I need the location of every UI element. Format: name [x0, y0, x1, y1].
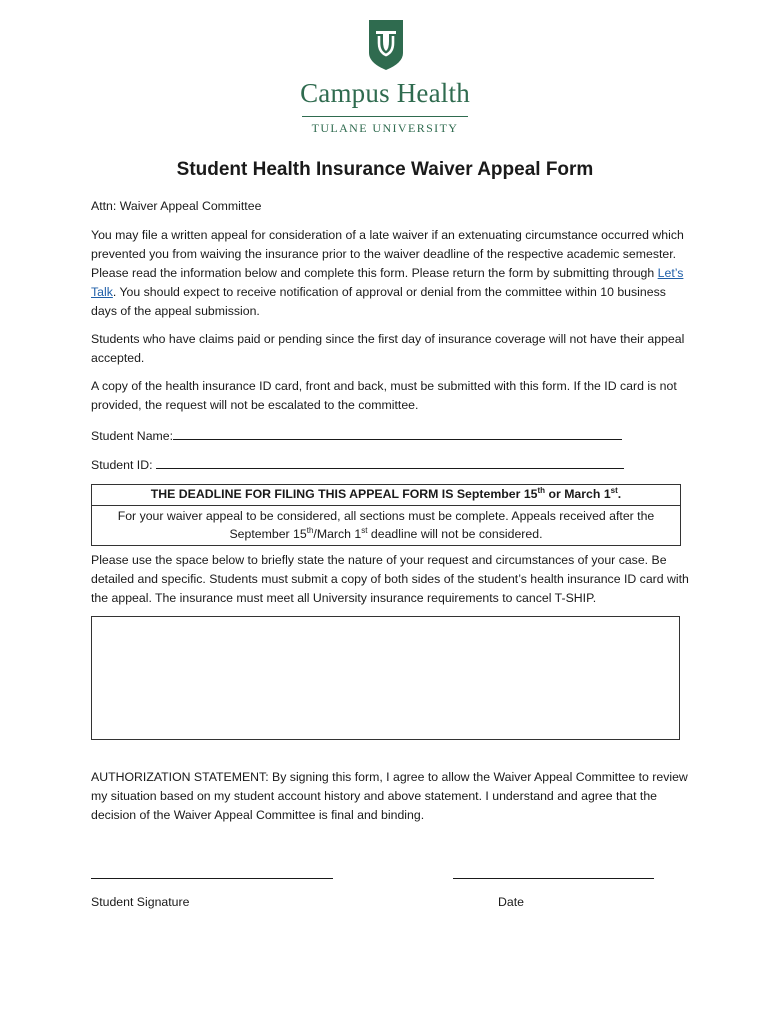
student-name-label: Student Name:	[91, 429, 174, 443]
institution-name: TULANE UNIVERSITY	[311, 121, 459, 135]
student-signature-field[interactable]	[91, 878, 333, 879]
appeal-statement-textarea[interactable]	[91, 616, 680, 740]
date-label: Date	[498, 895, 524, 909]
student-name-row	[91, 426, 691, 446]
authorization-statement: AUTHORIZATION STATEMENT: By signing this form, I agree to allow the Waiver Appeal Committee to review my situation based on my student account history and above statement. I understand and agree that the decision of the Waiver Appeal Committee is final and binding.	[91, 770, 688, 822]
intro-text: You may file a written appeal for consideration of a late waiver if an extenuating circumstance occurred which prevented you from waiving the insurance prior to the waiver deadline of the respective academic semester. Please read the information below and complete this form. Please return the form by submitting through	[91, 228, 684, 280]
deadline-body: For your waiver appeal to be considered, all sections must be complete. Appeals received after the September 15th/March 1st deadline will not be considered.	[117, 509, 655, 541]
page-title: Student Health Insurance Waiver Appeal Form	[176, 159, 594, 180]
student-id-field[interactable]	[156, 455, 624, 469]
intro-paragraph	[91, 226, 691, 321]
deadline-header: THE DEADLINE FOR FILING THIS APPEAL FORM IS September 15th or March 1st.	[92, 485, 680, 506]
date-field[interactable]	[453, 878, 654, 879]
attn-line: Attn: Waiver Appeal Committee	[91, 199, 262, 213]
student-signature-label: Student Signature	[91, 895, 190, 909]
instructions-paragraph: Please use the space below to briefly state the nature of your request and circumstances of your case. Be detailed and specific. Students must submit a copy of both sides of the student’s health insurance ID card with the appeal. The insurance must meet all University insurance requirements to cancel T-SHIP.	[91, 553, 689, 605]
id-card-note: A copy of the health insurance ID card, front and back, must be submitted with this form. If the ID card is not provided, the request will not be escalated to the committee.	[91, 379, 677, 412]
brand-name: Campus Health	[300, 78, 470, 108]
lets-talk-link[interactable]: Let’s Talk	[91, 266, 684, 299]
tulane-shield-logo	[368, 19, 404, 71]
student-id-label: Student ID:	[91, 458, 156, 472]
claims-note: Students who have claims paid or pending since the first day of insurance coverage will not have their appeal accepted.	[91, 332, 685, 365]
deadline-box	[91, 484, 681, 546]
brand-divider	[302, 116, 468, 117]
student-id-row	[91, 455, 691, 475]
student-name-field[interactable]	[173, 426, 622, 440]
intro-text-end: . You should expect to receive notification of approval or denial from the committee within 10 business days of the appeal submission.	[91, 285, 666, 318]
